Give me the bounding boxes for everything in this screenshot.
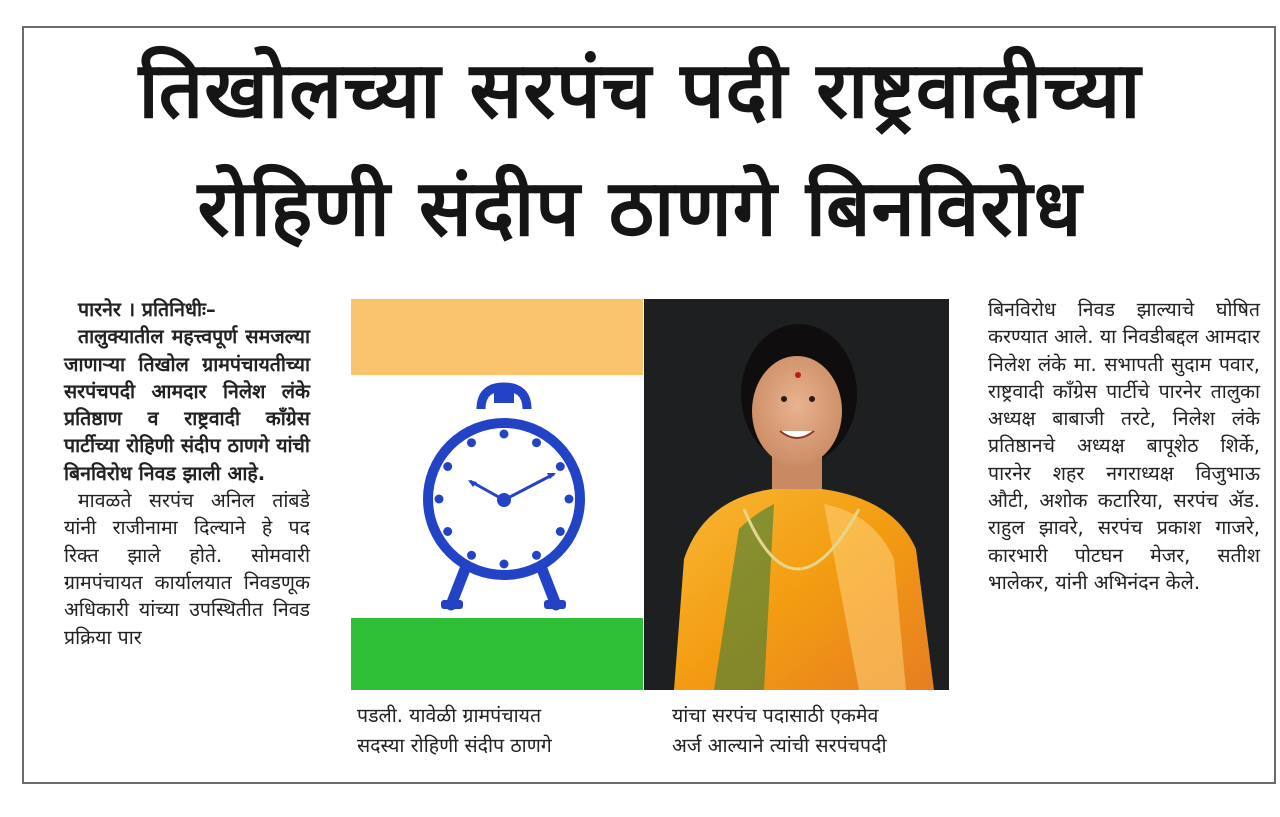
body-paragraph: मावळते सरपंच अनिल तांबडे यांनी राजीनामा दिल्याने हे पद रिक्त झाले होते. सोमवारी ग्रामपंचायत कार्यालयात निवडणूक अधिकारी यांच्या उपस्थितीत निवड प्रक्रिया पार [64, 489, 310, 649]
clock-icon [351, 299, 643, 690]
right-column [988, 296, 1260, 596]
lead-paragraph: तालुक्यातील महत्त्वपूर्ण समजल्या जाणाऱ्या तिखोल ग्रामपंचायतीच्या सरपंचपदी आमदार निलेश लंके प्रतिष्ठाण व राष्ट्रवादी काँग्रेस पार्टीच्या रोहिणी संदीप ठाणगे यांची बिनविरोध निवड झाली आहे. [64, 325, 310, 485]
article-photo [351, 299, 949, 690]
headline-line-2: रोहिणी संदीप ठाणगे बिनविरोध [197, 164, 1083, 254]
party-flag [351, 299, 643, 690]
woman-portrait [644, 299, 949, 690]
portrait-photo [644, 299, 949, 690]
caption-under-flag-line-2: सदस्या रोहिणी संदीप ठाणगे [357, 734, 552, 757]
dateline: पारनेर । प्रतिनिधीः– [78, 298, 216, 321]
caption-under-photo-line-1: यांचा सरपंच पदासाठी एकमेव [672, 704, 879, 727]
right-column-text: बिनविरोध निवड झाल्याचे घोषित करण्यात आले. या निवडीबद्दल आमदार निलेश लंके मा. सभापती सुदाम पवार, राष्ट्रवादी काँग्रेस पार्टीचे पारनेर तालुका अध्यक्ष बाबाजी तरटे, निलेश लंके प्रतिष्ठानचे अध्यक्ष बापूशेठ शिर्के, पारनेर शहर नगराध्यक्ष विजुभाऊ औटी, अशोक कटारिया, सरपंच ॲड. राहुल झावरे, सरपंच प्रकाश गाजरे, कारभारी पोटघन मेजर, सतीश भालेकर, यांनी अभिनंदन केले. [988, 298, 1260, 594]
left-column [64, 296, 310, 651]
caption-under-flag-line-1: पडली. यावेळी ग्रामपंचायत [357, 704, 542, 727]
caption-under-flag [357, 701, 552, 761]
headline-line-1: तिखोलच्या सरपंच पदी राष्ट्रवादीच्या [138, 46, 1142, 136]
caption-under-photo [672, 701, 887, 761]
caption-under-photo-line-2: अर्ज आल्याने त्यांची सरपंचपदी [672, 734, 887, 757]
